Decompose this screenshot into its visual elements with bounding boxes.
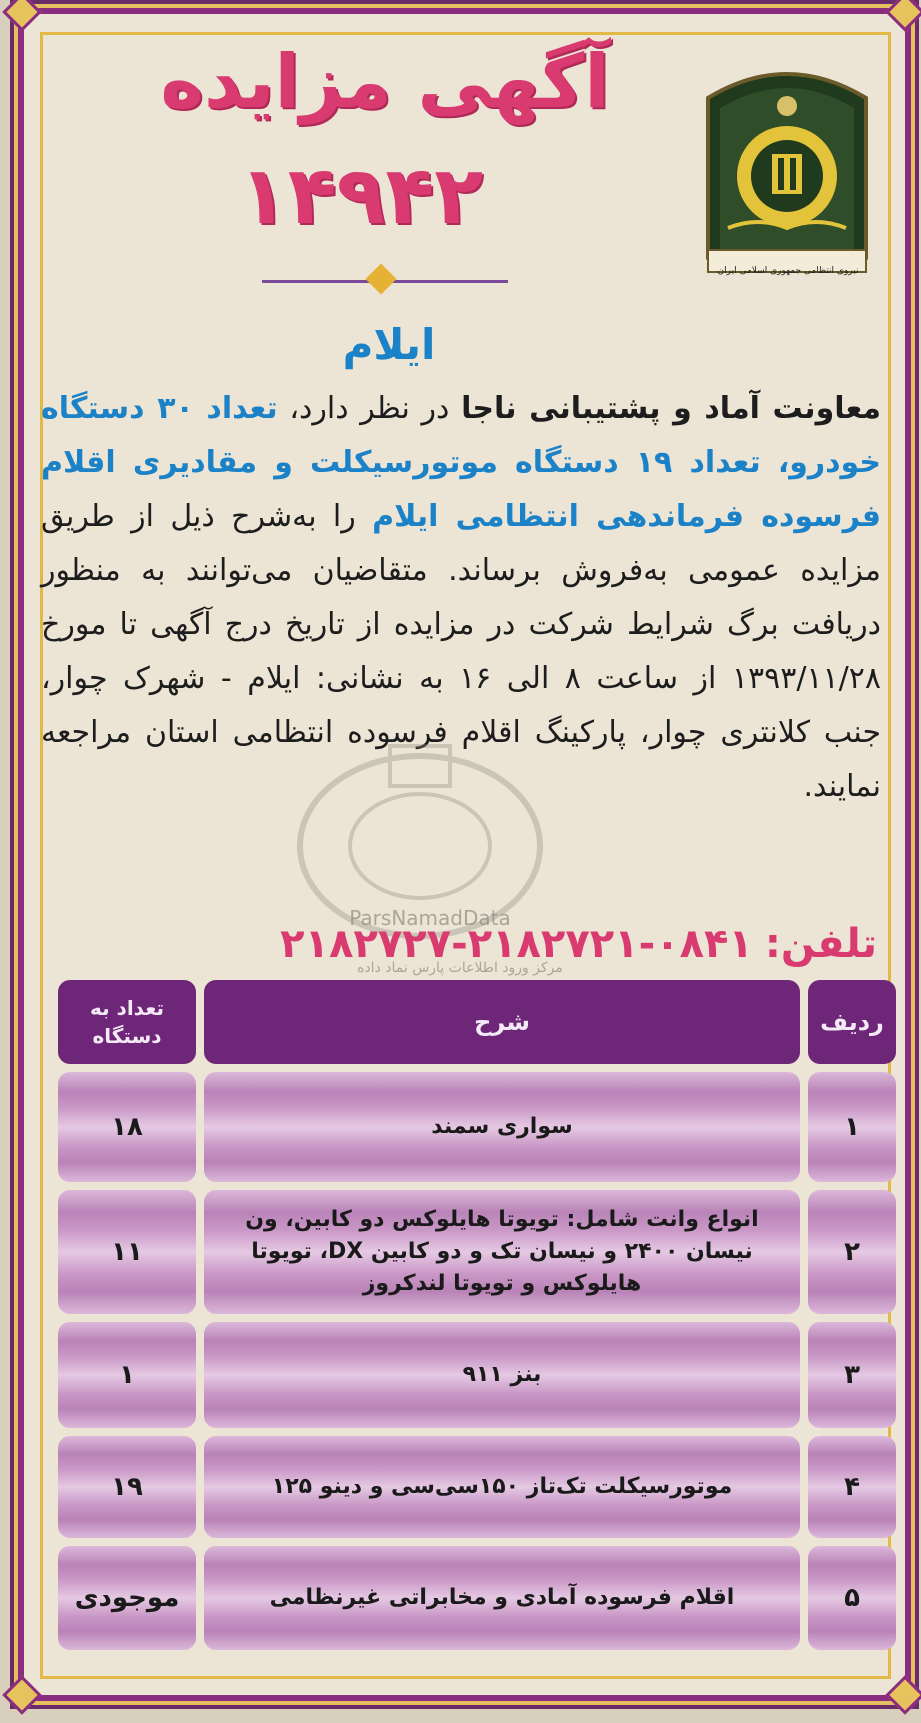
row-description: سواری سمند [204, 1072, 800, 1182]
phone-label: تلفن: [764, 921, 877, 967]
police-emblem-icon [688, 58, 886, 284]
table-row [58, 1322, 896, 1428]
row-index: ۲ [808, 1190, 896, 1314]
header-quantity: تعداد به دستگاه [58, 980, 196, 1064]
row-quantity: ۱۸ [58, 1072, 196, 1182]
phone-line [57, 916, 877, 972]
body-text: در نظر دارد، [277, 391, 462, 426]
row-quantity: موجودی [58, 1546, 196, 1650]
row-description: اقلام فرسوده آمادی و مخابراتی غیرنظامی [204, 1546, 800, 1650]
table-row [58, 1436, 896, 1538]
items-highlight: تعداد ۳۰ دستگاه خودرو، تعداد ۱۹ دستگاه موتورسیکلت و مقادیری اقلام فرسوده فرماندهی انتظامی ایلام [41, 391, 881, 534]
body-text: را به‌شرح ذیل از طریق مزایده عمومی به‌فروش برساند. متقاضیان می‌توانند به منظور دریافت برگ شرایط شرکت در مزایده از تاریخ درج آگهی تا مورخ ۱۳۹۳/۱۱/۲۸ از ساعت ۸ الی ۱۶ به نشانی: ایلام - شهرک چوار، جنب کلانتری چوار، پارکینگ اقلام فرسوده انتظامی استان مراجعه نمایند. [41, 499, 881, 804]
row-index: ۵ [808, 1546, 896, 1650]
watermark-text: ParsNamadData [349, 906, 511, 930]
table-header-row [58, 980, 896, 1064]
header-index: ردیف [808, 980, 896, 1064]
row-index: ۴ [808, 1436, 896, 1538]
row-quantity: ۱ [58, 1322, 196, 1428]
emblem-caption: نیروی انتظامی جمهوری اسلامی ایران [717, 266, 859, 276]
ad-title: آگهی مزایده [160, 39, 610, 125]
city-heading: ایلام [342, 320, 436, 369]
watermark-subtext: مرکز ورود اطلاعات پارس نماد داده [357, 960, 563, 976]
row-quantity: ۱۹ [58, 1436, 196, 1538]
items-table [58, 980, 896, 1658]
phone-number: ۰۸۴۱-۲۱۸۲۷۲۱-۲۱۸۲۷۲۷ [280, 921, 753, 967]
table-row [58, 1190, 896, 1314]
issuer-name: معاونت آماد و پشتیبانی ناجا [461, 391, 881, 426]
row-quantity: ۱۱ [58, 1190, 196, 1314]
header-description: شرح [204, 980, 800, 1064]
row-index: ۳ [808, 1322, 896, 1428]
row-description: بنز ۹۱۱ [204, 1322, 800, 1428]
ad-number: ۱۴۹۴۲ [238, 149, 484, 242]
table-row [58, 1072, 896, 1182]
row-index: ۱ [808, 1072, 896, 1182]
row-description: انواع وانت شامل: تویوتا هایلوکس دو کابین، ون نیسان ۲۴۰۰ و نیسان تک و دو کابین DX، تویوتا هایلوکس و تویوتا لندکروز [204, 1190, 800, 1314]
row-description: موتورسیکلت تک‌تاز ۱۵۰سی‌سی و دینو ۱۲۵ [204, 1436, 800, 1538]
table-row [58, 1546, 896, 1650]
